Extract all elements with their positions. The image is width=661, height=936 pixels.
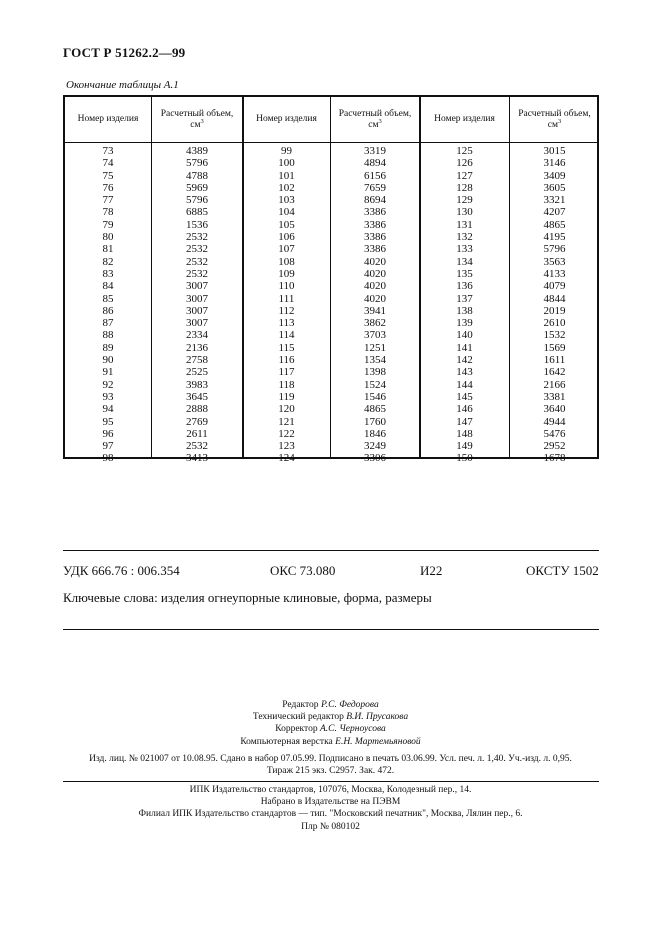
corrector-line: Корректор А.С. Черноусова: [275, 724, 386, 735]
volume-cell: 2769: [186, 415, 208, 428]
item-number-cell: 128: [456, 181, 473, 194]
item-number-cell: 140: [456, 329, 473, 342]
volume-cell: 3605: [543, 181, 566, 194]
item-number-cell: 78: [102, 206, 114, 219]
item-number-cell: 120: [278, 403, 295, 416]
volume-cell: 8694: [364, 194, 386, 207]
volume-cell: 4844: [543, 292, 566, 305]
item-number-cell: 100: [278, 157, 295, 170]
volume-cell: 3862: [364, 317, 386, 330]
item-number-cell: 99: [281, 145, 292, 157]
item-number-cell: 126: [456, 157, 473, 170]
item-number-cell: 97: [102, 440, 114, 453]
keywords: Ключевые слова: изделия огнеупорные клиновые, форма, размеры: [63, 590, 432, 605]
volume-cell: 3386: [364, 231, 386, 244]
volume-cell: 1532: [543, 329, 566, 342]
volume-cell: 1846: [364, 427, 386, 440]
item-number-cell: 102: [278, 181, 295, 194]
item-number-cell: 106: [278, 231, 295, 244]
publisher-info: [0, 784, 661, 833]
print-info-line: Изд. лиц. № 021007 от 10.08.95. Сдано в набор 07.05.99. Подписано в печать 03.06.99. Усл. печ. л. 1,40. Уч.-изд. л. 0,95.: [89, 754, 572, 764]
volume-cell: 4195: [543, 231, 566, 244]
item-number-cell: 136: [456, 280, 473, 293]
tech-editor-line: Технический редактор В.И. Прусакова: [252, 712, 409, 723]
volume-cell: 4020: [364, 267, 386, 280]
item-number-cell: 134: [456, 255, 473, 268]
volume-cell: 1678: [543, 452, 566, 465]
item-number-cell: 118: [278, 378, 295, 391]
item-number-cell: 104: [278, 206, 295, 219]
volume-cell: 3413: [186, 452, 208, 465]
volume-cell: 4894: [364, 157, 386, 170]
item-number-cell: 129: [456, 194, 473, 207]
item-number-cell: 147: [456, 415, 473, 428]
item-number-cell: 141: [456, 341, 473, 354]
volume-cell: 3386: [364, 243, 386, 256]
item-number-cell: 111: [278, 292, 295, 305]
publisher-line: Набрано в Издательстве на ПЭВМ: [260, 797, 401, 808]
item-number-cell: 85: [102, 292, 114, 305]
volume-cell: 3319: [364, 145, 386, 157]
volume-cell: 4389: [186, 145, 208, 157]
volume-cell: 1524: [364, 378, 386, 391]
item-number-cell: 131: [456, 218, 473, 231]
volume-cell: 2532: [186, 243, 208, 256]
item-number-cell: 117: [278, 366, 295, 379]
editor-line: Редактор Р.С. Федорова: [282, 700, 379, 710]
volume-cell: 3007: [186, 317, 208, 330]
print-info: [0, 753, 661, 777]
volume-cell: 2334: [186, 329, 208, 342]
volume-cell: 1354: [364, 354, 386, 367]
volume-cell: 5796: [186, 157, 208, 170]
i-code: И22: [420, 563, 443, 578]
item-number-cell: 81: [102, 243, 114, 256]
volume-cell: 3983: [186, 378, 208, 391]
item-number-cell: 144: [456, 378, 473, 391]
item-number-cell: 103: [278, 194, 295, 207]
publisher-line: Филиал ИПК Издательство стандартов — тип. "Московский печатник", Москва, Лялин пер., 6.: [138, 809, 523, 820]
document-header: ГОСТ Р 51262.2—99: [63, 45, 186, 60]
volume-column: [152, 145, 242, 465]
publisher-line: Плр № 080102: [301, 821, 360, 832]
item-number-cell: 113: [278, 317, 295, 330]
volume-cell: 3007: [186, 304, 208, 317]
volume-cell: 3381: [543, 390, 566, 403]
item-number-cell: 148: [456, 427, 473, 440]
volume-cell: 2888: [186, 403, 208, 416]
header-item-number: Номер изделия: [434, 114, 495, 124]
volume-cell: 4944: [543, 415, 566, 428]
volume-cell: 3563: [543, 255, 566, 268]
item-number-cell: 90: [102, 354, 114, 367]
item-number-cell: 127: [456, 169, 473, 182]
volume-cell: 3409: [543, 169, 566, 182]
data-table: [63, 95, 599, 465]
item-number-cell: 132: [456, 231, 473, 244]
volume-cell: 2611: [186, 427, 208, 440]
volume-cell: 4207: [543, 206, 566, 219]
volume-cell: 2136: [186, 341, 208, 354]
item-number-cell: 92: [102, 378, 114, 391]
volume-cell: 3386: [364, 218, 386, 231]
volume-cell: 2532: [186, 255, 208, 268]
volume-cell: 1546: [364, 390, 386, 403]
volume-cell: 1536: [186, 218, 208, 231]
volume-cell: 2166: [543, 378, 566, 391]
item-number-cell: 109: [278, 267, 295, 280]
header-item-number: Номер изделия: [77, 114, 139, 124]
item-number-cell: 88: [102, 329, 114, 342]
item-number-cell: 116: [278, 354, 295, 367]
item-number-cell: 98: [102, 452, 114, 465]
item-number-cell: 142: [456, 354, 473, 367]
volume-cell: 3306: [364, 452, 386, 465]
volume-cell: 3321: [543, 194, 566, 207]
item-number-cell: 146: [456, 403, 473, 416]
item-number-cell: 101: [278, 169, 295, 182]
divider: [63, 781, 599, 782]
volume-cell: 2532: [186, 231, 208, 244]
volume-cell: 1398: [364, 366, 386, 379]
item-number-cell: 74: [102, 157, 114, 170]
item-number-cell: 137: [456, 292, 473, 305]
item-number-cell: 115: [278, 341, 295, 354]
item-number-cell: 89: [102, 341, 114, 354]
volume-cell: 4865: [364, 403, 386, 416]
item-number-cell: 108: [278, 255, 295, 268]
header-volume: Расчетный объем, $см^3$: [338, 108, 412, 130]
volume-cell: 5796: [186, 194, 208, 207]
header-divider: [65, 142, 597, 143]
volume-cell: 2525: [186, 366, 208, 379]
publisher-line: ИПК Издательство стандартов, 107076, Москва, Колодезный пер., 14.: [189, 785, 472, 795]
item-number-cell: 149: [456, 440, 473, 453]
volume-cell: 3249: [364, 440, 386, 453]
volume-cell: 1569: [543, 341, 566, 354]
item-number-cell: 84: [102, 280, 114, 293]
volume-cell: 4020: [364, 292, 386, 305]
divider: [63, 550, 599, 551]
volume-column: [510, 145, 599, 465]
item-number-cell: 150: [456, 452, 473, 465]
item-number-cell: 96: [102, 427, 114, 440]
item-number-cell: 143: [456, 366, 473, 379]
item-number-cell: 105: [278, 218, 295, 231]
item-number-cell: 145: [456, 390, 473, 403]
volume-cell: 3007: [186, 292, 208, 305]
item-number-cell: 123: [278, 440, 295, 453]
volume-cell: 3640: [543, 403, 566, 416]
header-volume: Расчетный объем, $см^3$: [518, 108, 591, 130]
oks-code: ОКС 73.080: [270, 563, 336, 578]
volume-cell: 2532: [186, 267, 208, 280]
volume-cell: 3386: [364, 206, 386, 219]
item-number-cell: 94: [102, 403, 114, 416]
volume-cell: 2019: [543, 304, 566, 317]
volume-cell: 2610: [543, 317, 566, 330]
item-number-cell: 77: [102, 194, 114, 207]
volume-cell: 5796: [543, 243, 566, 256]
volume-cell: 1251: [364, 341, 386, 354]
item-number-column: [65, 145, 151, 465]
udk-code: УДК 666.76 : 006.354: [63, 563, 180, 578]
item-number-cell: 87: [102, 317, 114, 330]
volume-cell: 3015: [543, 145, 566, 157]
volume-cell: 7659: [364, 181, 386, 194]
print-info-line: Тираж 215 экз. С2957. Зак. 472.: [266, 766, 395, 777]
item-number-cell: 75: [102, 169, 114, 182]
item-number-cell: 76: [102, 181, 114, 194]
volume-cell: 1642: [543, 366, 566, 379]
item-number-cell: 95: [102, 415, 114, 428]
volume-cell: 4020: [364, 280, 386, 293]
volume-cell: 1760: [364, 415, 386, 428]
volume-cell: 4865: [543, 218, 566, 231]
item-number-cell: 135: [456, 267, 473, 280]
volume-cell: 5476: [543, 427, 566, 440]
item-number-cell: 130: [456, 206, 473, 219]
item-number-cell: 114: [278, 329, 295, 342]
volume-cell: 3645: [186, 390, 208, 403]
volume-cell: 5969: [186, 181, 208, 194]
item-number-cell: 107: [278, 243, 295, 256]
header-volume: Расчетный объем, $см^3$: [160, 108, 234, 130]
item-number-cell: 138: [456, 304, 473, 317]
item-number-cell: 125: [456, 145, 473, 157]
item-number-cell: 80: [102, 231, 114, 244]
item-number-cell: 121: [278, 415, 295, 428]
volume-cell: 3007: [186, 280, 208, 293]
credits-block: [0, 699, 661, 748]
volume-cell: 4133: [543, 267, 566, 280]
volume-cell: 4079: [543, 280, 566, 293]
item-number-cell: 119: [278, 390, 295, 403]
item-number-cell: 110: [278, 280, 295, 293]
item-number-cell: 82: [102, 255, 114, 268]
volume-column: [331, 145, 419, 465]
item-number-cell: 139: [456, 317, 473, 330]
volume-cell: 4788: [186, 169, 208, 182]
divider: [63, 629, 599, 630]
header-item-number: Номер изделия: [256, 114, 317, 124]
item-number-cell: 86: [102, 304, 114, 317]
volume-cell: 1611: [543, 354, 566, 367]
volume-cell: 2532: [186, 440, 208, 453]
volume-cell: 6156: [364, 169, 386, 182]
volume-cell: 3941: [364, 304, 386, 317]
item-number-cell: 112: [278, 304, 295, 317]
table-caption: Окончание таблицы А.1: [66, 79, 179, 91]
item-number-cell: 93: [102, 390, 114, 403]
volume-cell: 4020: [364, 255, 386, 268]
item-number-cell: 122: [278, 427, 295, 440]
layout-line: Компьютерная верстка Е.Н. Мартемьяновой: [240, 736, 421, 747]
volume-cell: 3703: [364, 329, 386, 342]
item-number-column: [420, 145, 509, 465]
item-number-cell: 73: [102, 145, 114, 157]
volume-cell: 3146: [543, 157, 566, 170]
volume-cell: 2758: [186, 354, 208, 367]
item-number-column: [243, 145, 330, 465]
item-number-cell: 79: [102, 218, 114, 231]
item-number-cell: 124: [278, 452, 295, 465]
volume-cell: 6885: [186, 206, 208, 219]
item-number-cell: 133: [456, 243, 473, 256]
item-number-cell: 83: [102, 267, 114, 280]
item-number-cell: 91: [102, 366, 114, 379]
okstu-code: ОКСТУ 1502: [526, 563, 599, 578]
volume-cell: 2952: [543, 440, 566, 453]
